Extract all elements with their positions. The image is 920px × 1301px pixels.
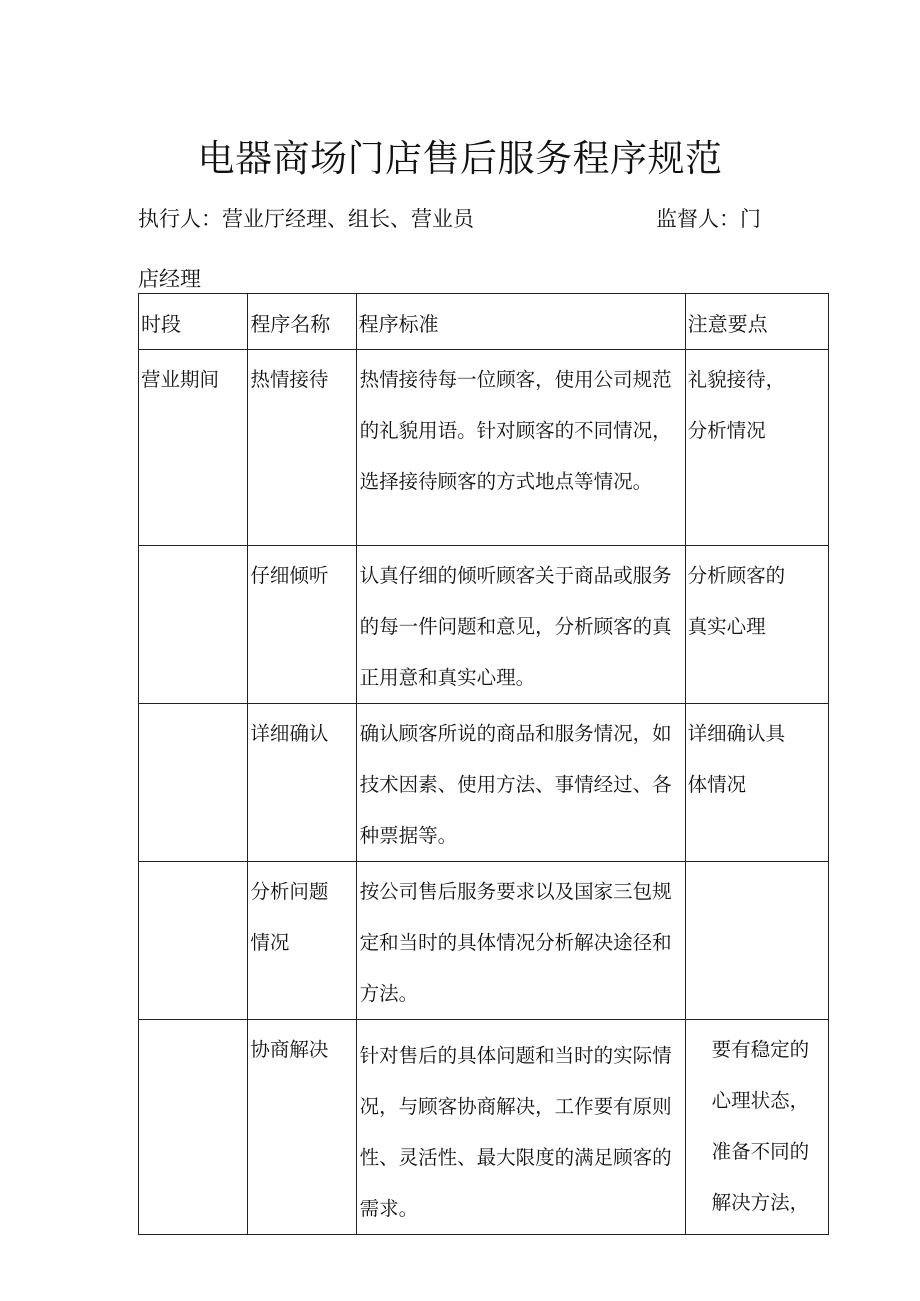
cell-period (139, 862, 248, 1020)
cell-procedure-standard: 针对售后的具体问题和当时的实际情况，与顾客协商解决，工作要有原则性、灵活性、最大限度的满足顾客的需求。 (356, 1020, 685, 1235)
table-row (139, 1020, 829, 1235)
supervisor-label-continued: 店经理 (138, 267, 201, 291)
cell-period (139, 546, 248, 704)
executor-label: 执行人：营业厅经理、组长、营业员 (138, 207, 474, 231)
document-title: 电器商场门店售后服务程序规范 (197, 137, 723, 180)
table-row (139, 862, 829, 1020)
cell-procedure-name: 热情接待 (248, 350, 356, 546)
cell-key-points: 要有稳定的心理状态，准备不同的解决方法， (685, 1020, 828, 1235)
table-row (139, 546, 829, 704)
cell-procedure-standard: 热情接待每一位顾客，使用公司规范的礼貌用语。针对顾客的不同情况，选择接待顾客的方式地点等情况。 (356, 350, 685, 546)
cell-procedure-name: 分析问题情况 (248, 862, 356, 1020)
cell-key-points: 详细确认具体情况 (685, 704, 828, 862)
table-header-row (139, 294, 829, 350)
cell-procedure-name: 仔细倾听 (248, 546, 356, 704)
cell-key-points: 分析顾客的真实心理 (685, 546, 828, 704)
cell-procedure-name: 详细确认 (248, 704, 356, 862)
table-row (139, 350, 829, 546)
cell-period: 营业期间 (139, 350, 248, 546)
header-period: 时段 (139, 294, 248, 350)
header-procedure-standard: 程序标准 (356, 294, 685, 350)
cell-procedure-standard: 认真仔细的倾听顾客关于商品或服务的每一件问题和意见，分析顾客的真正用意和真实心理。 (356, 546, 685, 704)
procedure-table (138, 293, 829, 1235)
cell-period (139, 704, 248, 862)
cell-procedure-standard: 按公司售后服务要求以及国家三包规定和当时的具体情况分析解决途径和方法。 (356, 862, 685, 1020)
header-procedure-name: 程序名称 (248, 294, 356, 350)
cell-procedure-standard: 确认顾客所说的商品和服务情况，如技术因素、使用方法、事情经过、各种票据等。 (356, 704, 685, 862)
cell-period (139, 1020, 248, 1235)
supervisor-label: 监督人：门 (656, 207, 761, 231)
table-row (139, 704, 829, 862)
cell-key-points: 礼貌接待，分析情况 (685, 350, 828, 546)
cell-procedure-name: 协商解决 (248, 1020, 356, 1235)
cell-key-points (685, 862, 828, 1020)
header-key-points: 注意要点 (685, 294, 828, 350)
